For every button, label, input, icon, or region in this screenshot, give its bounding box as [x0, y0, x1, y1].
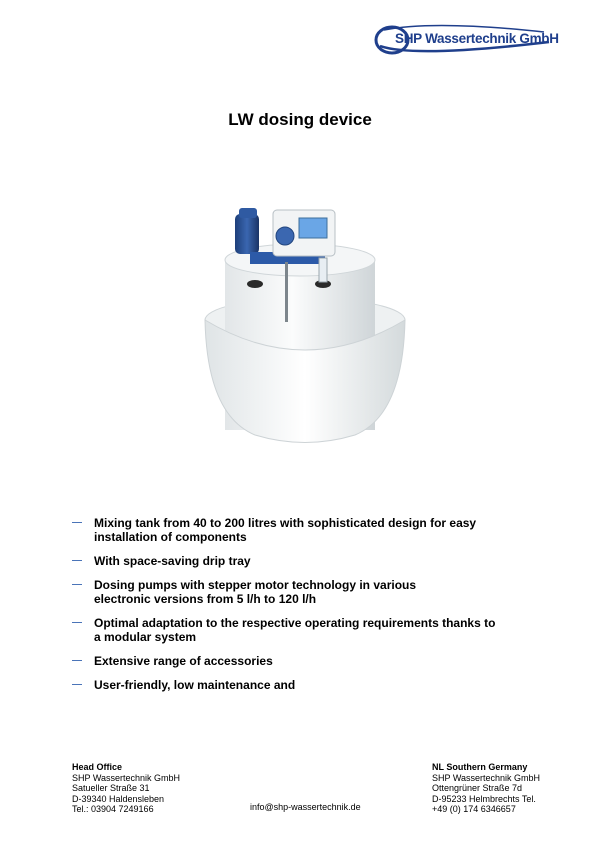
footer-branch-office	[432, 762, 540, 815]
list-item	[72, 678, 512, 692]
dash-bullet-icon	[72, 660, 82, 661]
footer-line: SHP Wassertechnik GmbH	[432, 772, 541, 783]
dash-bullet-icon	[72, 560, 82, 561]
list-item-text: Mixing tank from 40 to 200 litres with sophisticated design for easy installation of components	[94, 516, 477, 544]
dash-bullet-icon	[72, 684, 82, 685]
footer-line: D-95233 Helmbrechts Tel.	[432, 793, 536, 804]
list-item	[72, 578, 512, 606]
footer-line: D-39340 Haldensleben	[72, 793, 165, 804]
list-item	[72, 616, 512, 644]
list-item	[72, 554, 512, 568]
list-item-text: Extensive range of accessories	[94, 654, 273, 668]
company-logo	[374, 22, 559, 58]
footer-line: SHP Wassertechnik GmbH	[72, 772, 181, 783]
list-item	[72, 654, 512, 668]
list-item-text: User-friendly, low maintenance and	[94, 678, 296, 692]
dash-bullet-icon	[72, 522, 82, 523]
footer-line: Satueller Straße 31	[72, 783, 150, 793]
footer-head-office	[72, 762, 180, 815]
page-title: LW dosing device	[228, 110, 372, 129]
footer-heading: NL Southern Germany	[432, 762, 528, 772]
dash-bullet-icon	[72, 622, 82, 623]
list-item-text: Dosing pumps with stepper motor technology in various electronic versions from 5 l/h to 120 l/h	[94, 578, 417, 606]
footer-line: Ottengrüner Straße 7d	[432, 783, 523, 793]
product-image	[195, 200, 415, 460]
list-item	[72, 516, 512, 544]
footer-line: +49 (0) 174 6346657	[432, 804, 516, 814]
feature-list	[72, 516, 512, 702]
logo-text: SHP Wassertechnik GmbH	[395, 31, 559, 46]
footer-line: Tel.: 03904 7249166	[72, 804, 154, 814]
list-item-text: With space-saving drip tray	[94, 554, 251, 568]
list-item-text: Optimal adaptation to the respective operating requirements thanks to a modular system	[94, 616, 496, 644]
dash-bullet-icon	[72, 584, 82, 585]
footer-heading: Head Office	[72, 762, 123, 772]
footer-email[interactable]: info@shp-wassertechnik.de	[250, 802, 361, 812]
